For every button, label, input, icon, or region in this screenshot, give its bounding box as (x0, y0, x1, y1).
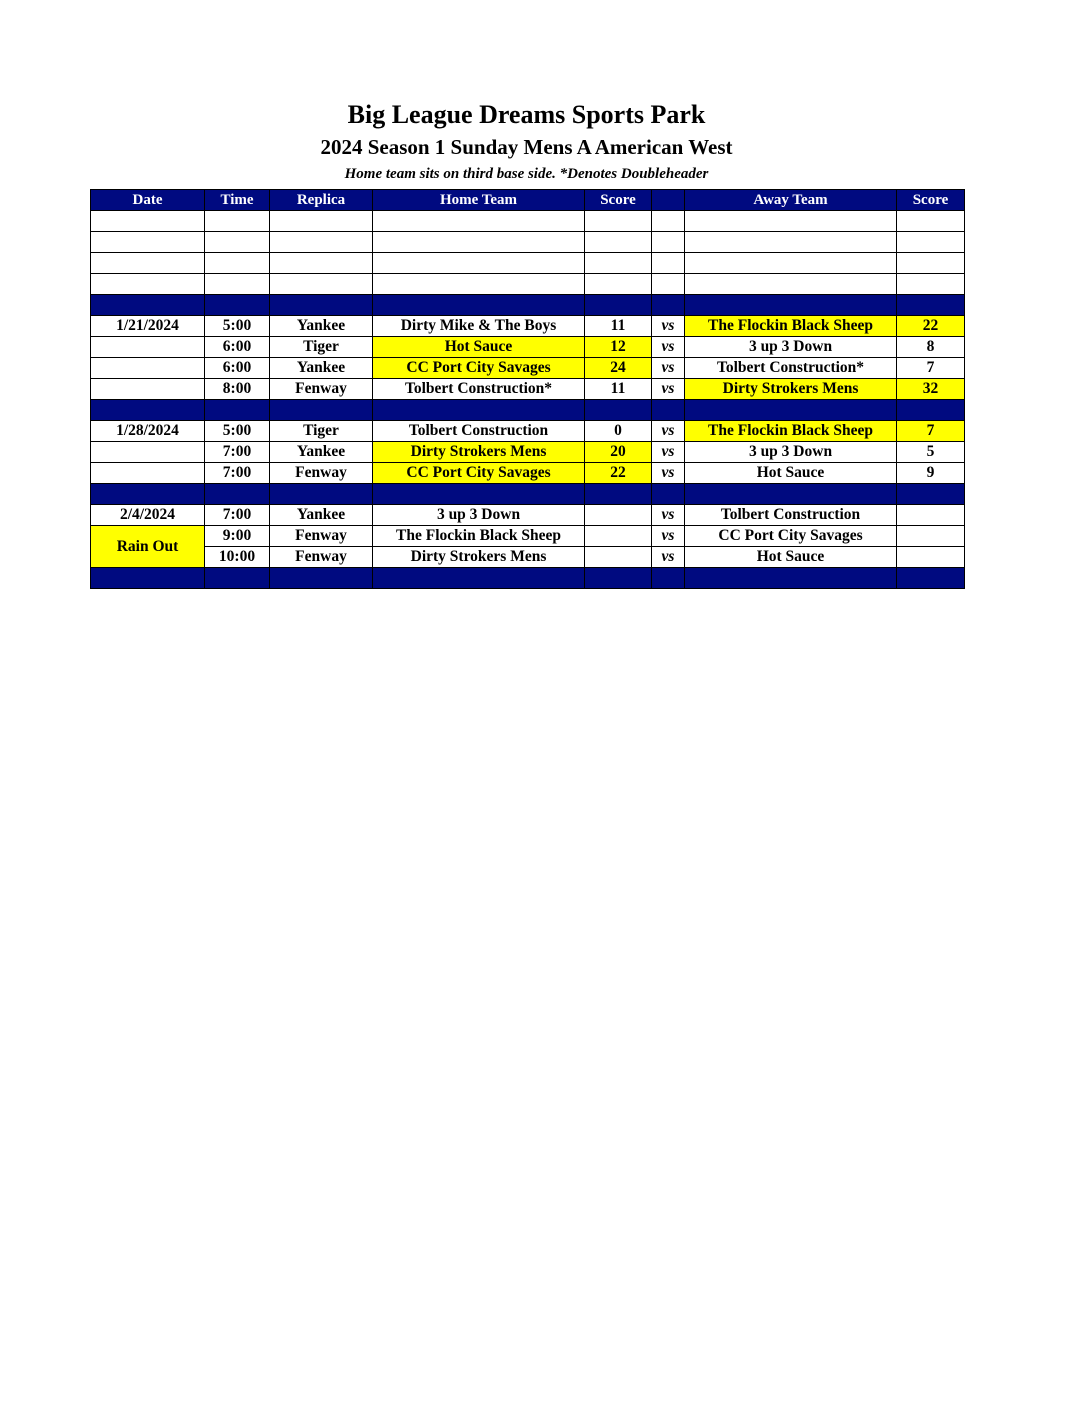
away-team-cell: Hot Sauce (685, 463, 897, 484)
time-cell: 5:00 (205, 421, 270, 442)
away-team-cell: CC Port City Savages (685, 526, 897, 547)
replica-cell: Fenway (270, 379, 373, 400)
column-header: Away Team (685, 190, 897, 211)
schedule-note: Home team sits on third base side. *Denotes Doubleheader (344, 166, 709, 182)
vs-cell: vs (652, 379, 685, 400)
away-score-cell: 32 (897, 379, 965, 400)
home-team-cell: Dirty Mike & The Boys (373, 316, 585, 337)
date-cell (91, 337, 205, 358)
date-cell: 2/4/2024 (91, 505, 205, 526)
table-row (91, 358, 965, 379)
vs-cell: vs (652, 358, 685, 379)
away-score-cell: 8 (897, 337, 965, 358)
date-cell (91, 442, 205, 463)
column-header: Score (585, 190, 652, 211)
table-row (91, 547, 965, 568)
time-cell: 10:00 (205, 547, 270, 568)
vs-cell: vs (652, 526, 685, 547)
away-team-cell: Tolbert Construction (685, 505, 897, 526)
time-cell: 5:00 (205, 316, 270, 337)
column-header (652, 190, 685, 211)
home-score-cell: 0 (585, 421, 652, 442)
vs-cell: vs (652, 316, 685, 337)
home-team-cell: Dirty Strokers Mens (373, 442, 585, 463)
replica-cell: Fenway (270, 547, 373, 568)
away-score-cell: 5 (897, 442, 965, 463)
away-team-cell: 3 up 3 Down (685, 337, 897, 358)
home-score-cell: 11 (585, 379, 652, 400)
time-cell: 9:00 (205, 526, 270, 547)
table-row (91, 379, 965, 400)
empty-row (91, 274, 965, 295)
away-team-cell: Hot Sauce (685, 547, 897, 568)
vs-cell: vs (652, 505, 685, 526)
table-header-row (91, 190, 965, 211)
time-cell: 7:00 (205, 442, 270, 463)
away-score-cell (897, 547, 965, 568)
page-subtitle: 2024 Season 1 Sunday Mens A American West (320, 135, 733, 159)
away-team-cell: Dirty Strokers Mens (685, 379, 897, 400)
home-score-cell (585, 547, 652, 568)
vs-cell: vs (652, 337, 685, 358)
time-cell: 6:00 (205, 337, 270, 358)
table-row (91, 316, 965, 337)
home-team-cell: Tolbert Construction* (373, 379, 585, 400)
home-score-cell: 20 (585, 442, 652, 463)
away-team-cell: Tolbert Construction* (685, 358, 897, 379)
home-score-cell: 24 (585, 358, 652, 379)
home-team-cell: Tolbert Construction (373, 421, 585, 442)
away-score-cell: 7 (897, 358, 965, 379)
vs-cell: vs (652, 463, 685, 484)
home-team-cell: CC Port City Savages (373, 463, 585, 484)
table-row (91, 526, 965, 547)
home-team-cell: 3 up 3 Down (373, 505, 585, 526)
vs-cell: vs (652, 547, 685, 568)
week-separator (91, 400, 965, 421)
week-separator (91, 295, 965, 316)
away-score-cell: 22 (897, 316, 965, 337)
home-score-cell (585, 505, 652, 526)
time-cell: 7:00 (205, 505, 270, 526)
home-team-cell: Dirty Strokers Mens (373, 547, 585, 568)
away-team-cell: 3 up 3 Down (685, 442, 897, 463)
date-cell: 1/28/2024 (91, 421, 205, 442)
away-score-cell (897, 526, 965, 547)
home-score-cell: 22 (585, 463, 652, 484)
empty-row (91, 253, 965, 274)
column-header: Replica (270, 190, 373, 211)
vs-cell: vs (652, 421, 685, 442)
away-score-cell: 9 (897, 463, 965, 484)
empty-row (91, 211, 965, 232)
date-cell (91, 463, 205, 484)
time-cell: 7:00 (205, 463, 270, 484)
column-header: Time (205, 190, 270, 211)
home-team-cell: The Flockin Black Sheep (373, 526, 585, 547)
empty-row (91, 232, 965, 253)
away-team-cell: The Flockin Black Sheep (685, 316, 897, 337)
replica-cell: Yankee (270, 316, 373, 337)
table-row (91, 463, 965, 484)
page-title: Big League Dreams Sports Park (347, 100, 706, 129)
table-row (91, 337, 965, 358)
vs-cell: vs (652, 442, 685, 463)
home-score-cell: 11 (585, 316, 652, 337)
home-score-cell: 12 (585, 337, 652, 358)
replica-cell: Yankee (270, 505, 373, 526)
time-cell: 8:00 (205, 379, 270, 400)
home-score-cell (585, 526, 652, 547)
column-header: Home Team (373, 190, 585, 211)
replica-cell: Tiger (270, 337, 373, 358)
replica-cell: Yankee (270, 358, 373, 379)
time-cell: 6:00 (205, 358, 270, 379)
replica-cell: Yankee (270, 442, 373, 463)
table-row (91, 442, 965, 463)
home-team-cell: CC Port City Savages (373, 358, 585, 379)
replica-cell: Fenway (270, 463, 373, 484)
away-team-cell: The Flockin Black Sheep (685, 421, 897, 442)
table-row (91, 421, 965, 442)
replica-cell: Tiger (270, 421, 373, 442)
date-cell (91, 379, 205, 400)
schedule-table (90, 189, 965, 589)
date-cell (91, 358, 205, 379)
home-team-cell: Hot Sauce (373, 337, 585, 358)
column-header: Score (897, 190, 965, 211)
replica-cell: Fenway (270, 526, 373, 547)
away-score-cell (897, 505, 965, 526)
table-row (91, 505, 965, 526)
week-separator (91, 484, 965, 505)
date-cell: 1/21/2024 (91, 316, 205, 337)
week-separator (91, 568, 965, 589)
rain-out-badge: Rain Out (91, 526, 205, 568)
column-header: Date (91, 190, 205, 211)
away-score-cell: 7 (897, 421, 965, 442)
